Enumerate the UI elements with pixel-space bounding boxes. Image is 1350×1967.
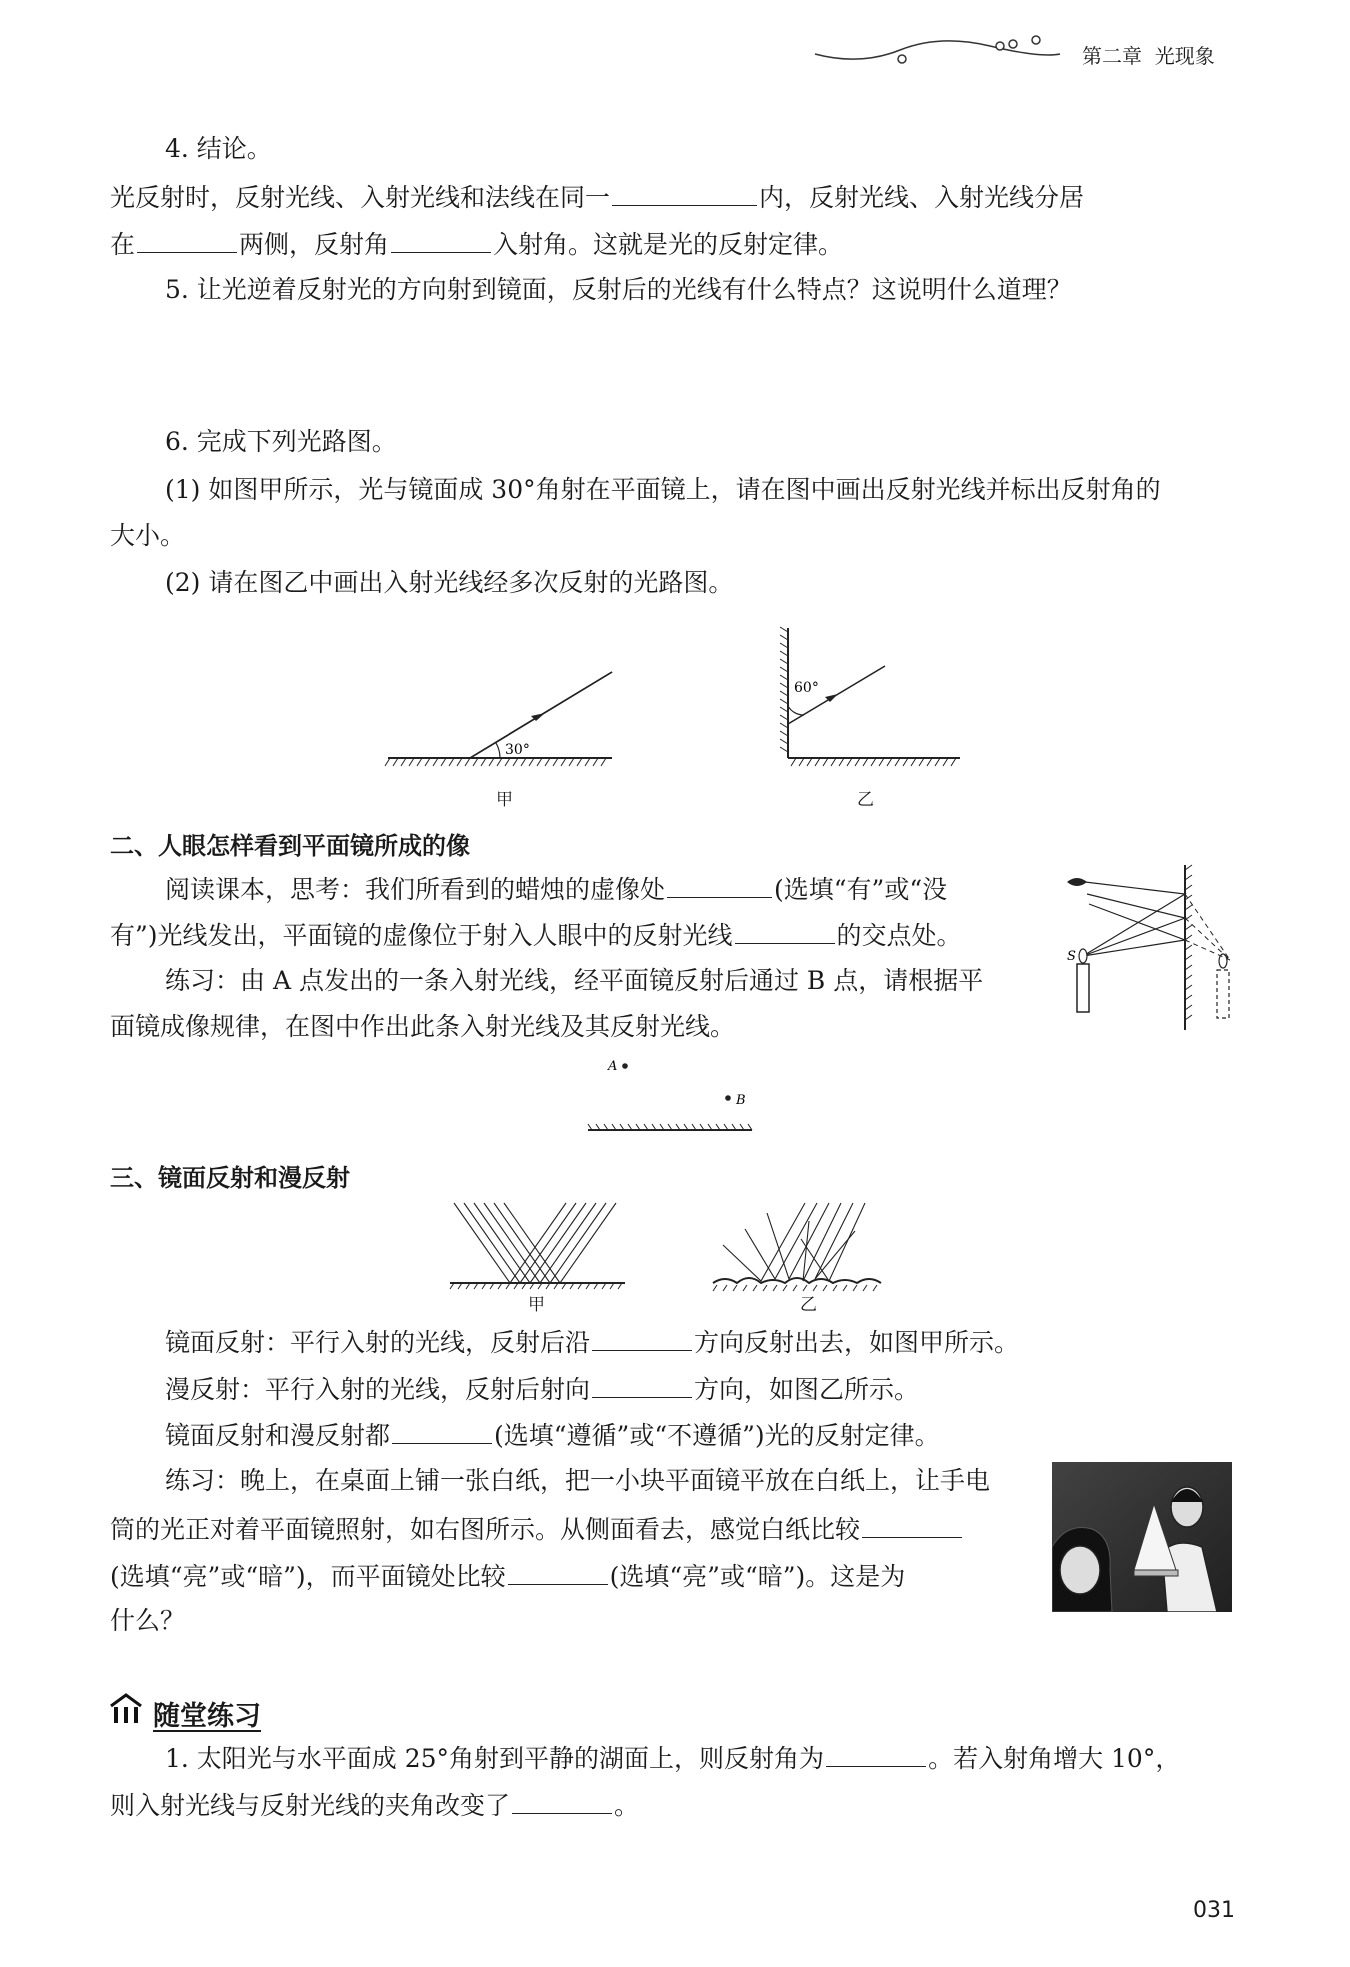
- chapter-title: 光现象: [1154, 44, 1215, 68]
- text: 镜面反射和漫反射都: [165, 1421, 391, 1450]
- page-number: 031: [1193, 1898, 1235, 1923]
- item-4-line2: [110, 226, 843, 262]
- text: 阅读课本，思考：我们所看到的蜡烛的虚像处: [165, 875, 666, 904]
- text: 镜面反射：平行入射的光线，反射后沿: [165, 1328, 591, 1357]
- figure-jia-mirror-30: [380, 660, 620, 790]
- item-6-title: 6. 完成下列光路图。: [165, 427, 397, 456]
- exercise-line4: 什么？: [110, 1606, 186, 1635]
- practice-icon: [108, 1692, 144, 1726]
- answer-blank[interactable]: [508, 1558, 608, 1585]
- item-4-line1: [110, 179, 1084, 215]
- section-3-heading: 三、镜面反射和漫反射: [110, 1164, 350, 1192]
- chapter-label: 第二章: [1082, 44, 1142, 68]
- item-4-title: 4. 结论。: [165, 134, 272, 163]
- figure-jia-caption: 甲: [496, 790, 513, 810]
- answer-blank[interactable]: [862, 1511, 962, 1538]
- figure-yi-corner-mirror: [770, 620, 970, 790]
- angle-label: 60°: [794, 680, 819, 696]
- text: (选填“亮”或“暗”)。这是为: [609, 1562, 906, 1591]
- answer-blank[interactable]: [826, 1740, 926, 1767]
- answer-blank[interactable]: [137, 226, 237, 253]
- item-5: 5. 让光逆着反射光的方向射到镜面，反射后的光线有什么特点？这说明什么道理？: [165, 275, 1072, 304]
- item-6-part2: (2) 请在图乙中画出入射光线经多次反射的光路图。: [165, 568, 734, 597]
- text: 两侧，反射角: [239, 230, 390, 259]
- exercise-line1: 练习：晚上，在桌面上铺一张白纸，把一小块平面镜平放在白纸上，让手电: [165, 1466, 991, 1495]
- answer-blank[interactable]: [735, 917, 835, 944]
- practice-q1-line1: [165, 1740, 1180, 1776]
- text: 光反射时，反射光线、入射光线和法线在同一: [110, 183, 611, 212]
- text: 在: [110, 230, 136, 259]
- answer-blank[interactable]: [592, 1371, 692, 1398]
- practice-q1-line2: [110, 1787, 639, 1823]
- answer-blank[interactable]: [392, 1417, 492, 1444]
- label-s: S: [1067, 949, 1076, 964]
- item-6-part1-line2: 大小。: [110, 521, 186, 550]
- flashlight-mirror-illustration: [1052, 1462, 1232, 1612]
- header-decoration: [810, 28, 1070, 68]
- figure-specular-reflection: [440, 1195, 630, 1305]
- practice-heading: 随堂练习: [153, 1701, 261, 1732]
- answer-blank[interactable]: [667, 871, 772, 898]
- text: 。若入射角增大 10°，: [928, 1744, 1181, 1773]
- text: 有”)光线发出，平面镜的虚像位于射入人眼中的反射光线: [110, 921, 733, 950]
- answer-blank[interactable]: [612, 179, 757, 206]
- section-2-heading: 二、人眼怎样看到平面镜所成的像: [110, 832, 470, 860]
- text: (选填“亮”或“暗”)，而平面镜处比较: [110, 1562, 506, 1591]
- header-title: [1082, 40, 1215, 69]
- sec2-exercise-line1: 练习：由 A 点发出的一条入射光线，经平面镜反射后通过 B 点，请根据平: [165, 966, 984, 995]
- text: 的交点处。: [836, 921, 962, 950]
- diffuse-text: [165, 1371, 919, 1407]
- sec2-exercise-line2: 面镜成像规律，在图中作出此条入射光线及其反射光线。: [110, 1012, 736, 1041]
- answer-blank[interactable]: [391, 226, 491, 253]
- text: 。: [614, 1791, 640, 1820]
- label-a: A: [608, 1059, 618, 1074]
- label-b: B: [736, 1093, 746, 1108]
- answer-blank[interactable]: [512, 1787, 612, 1814]
- exercise-line2: [110, 1511, 964, 1547]
- answer-blank[interactable]: [592, 1324, 692, 1351]
- text: 筒的光正对着平面镜照射，如右图所示。从侧面看去，感觉白纸比较: [110, 1515, 861, 1544]
- law-text: [165, 1417, 940, 1453]
- text: 则入射光线与反射光线的夹角改变了: [110, 1791, 511, 1820]
- figure-yi-caption: 乙: [857, 790, 874, 810]
- text: 内，反射光线、入射光线分居: [759, 183, 1085, 212]
- angle-label: 30°: [505, 742, 530, 758]
- figure-specular-caption: 甲: [528, 1295, 545, 1315]
- text: 方向，如图乙所示。: [694, 1375, 920, 1404]
- exercise-line3: [110, 1558, 905, 1594]
- text: (选填“遵循”或“不遵循”)光的反射定律。: [494, 1421, 940, 1450]
- text: 方向反射出去，如图甲所示。: [694, 1328, 1020, 1357]
- figure-diffuse-reflection: [705, 1195, 895, 1305]
- specular-text: [165, 1324, 1019, 1360]
- text: 1. 太阳光与水平面成 25°角射到平静的湖面上，则反射角为: [165, 1744, 825, 1773]
- text: 漫反射：平行入射的光线，反射后射向: [165, 1375, 591, 1404]
- item-6-part1-line1: (1) 如图甲所示，光与镜面成 30°角射在平面镜上，请在图中画出反射光线并标出反射角的: [165, 475, 1161, 504]
- sec2-reading-line1: [165, 871, 947, 907]
- text: 入射角。这就是光的反射定律。: [493, 230, 844, 259]
- text: (选填“有”或“没: [774, 875, 948, 904]
- figure-diffuse-caption: 乙: [800, 1295, 817, 1315]
- figure-points-ab: [580, 1050, 780, 1150]
- sec2-reading-line2: [110, 917, 962, 953]
- figure-candle-mirror-eye: [1055, 860, 1240, 1035]
